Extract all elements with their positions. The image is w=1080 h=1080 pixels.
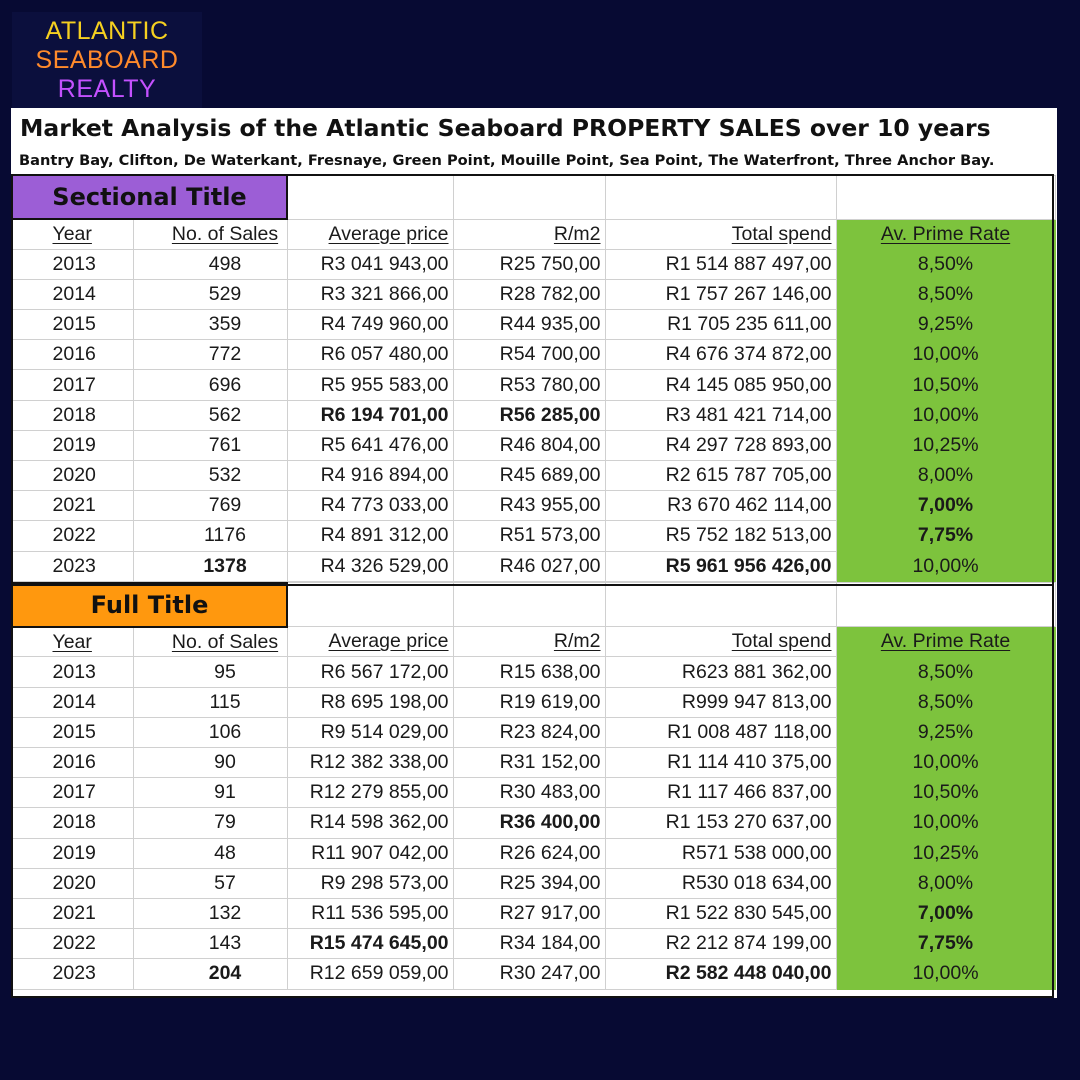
cell-sales: 562 xyxy=(133,400,287,430)
cell-avg-price: R11 536 595,00 xyxy=(287,898,453,928)
cell-price-per-m2: R28 782,00 xyxy=(453,279,605,309)
cell-sales: 204 xyxy=(133,959,287,989)
cell-price-per-m2: R46 027,00 xyxy=(453,551,605,581)
empty-cell xyxy=(287,175,453,219)
cell-total-spend: R5 961 956 426,00 xyxy=(605,551,836,581)
header-avg-price: Average price xyxy=(287,627,453,657)
cell-avg-price: R4 326 529,00 xyxy=(287,551,453,581)
cell-avg-price: R6 057 480,00 xyxy=(287,340,453,370)
header-total-spend: Total spend xyxy=(605,219,836,249)
cell-sales: 106 xyxy=(133,717,287,747)
cell-avg-price: R6 194 701,00 xyxy=(287,400,453,430)
empty-cell xyxy=(836,583,1055,627)
cell-prime-rate: 10,00% xyxy=(836,748,1055,778)
cell-price-per-m2: R23 824,00 xyxy=(453,717,605,747)
data-grid xyxy=(11,174,1057,998)
cell-price-per-m2: R45 689,00 xyxy=(453,461,605,491)
empty-cell xyxy=(453,175,605,219)
cell-year: 2016 xyxy=(12,340,133,370)
cell-price-per-m2: R53 780,00 xyxy=(453,370,605,400)
table-row xyxy=(12,310,1055,340)
cell-sales: 1378 xyxy=(133,551,287,581)
cell-prime-rate: 7,00% xyxy=(836,491,1055,521)
cell-avg-price: R8 695 198,00 xyxy=(287,687,453,717)
cell-price-per-m2: R34 184,00 xyxy=(453,929,605,959)
suburb-list: Bantry Bay, Clifton, De Waterkant, Fresnaye, Green Point, Mouille Point, Sea Point, The Waterfront, Three Anchor Bay. xyxy=(19,152,995,169)
cell-prime-rate: 9,25% xyxy=(836,717,1055,747)
cell-prime-rate: 10,25% xyxy=(836,430,1055,460)
cell-sales: 57 xyxy=(133,868,287,898)
cell-sales: 532 xyxy=(133,461,287,491)
cell-sales: 91 xyxy=(133,778,287,808)
cell-avg-price: R4 891 312,00 xyxy=(287,521,453,551)
cell-avg-price: R9 298 573,00 xyxy=(287,868,453,898)
cell-sales: 48 xyxy=(133,838,287,868)
brand-logo xyxy=(12,12,202,108)
cell-total-spend: R4 676 374 872,00 xyxy=(605,340,836,370)
cell-sales: 761 xyxy=(133,430,287,460)
cell-year: 2015 xyxy=(12,310,133,340)
table-row xyxy=(12,461,1055,491)
cell-avg-price: R5 641 476,00 xyxy=(287,430,453,460)
cell-price-per-m2: R43 955,00 xyxy=(453,491,605,521)
header-price-per-m2: R/m2 xyxy=(453,627,605,657)
cell-total-spend: R5 752 182 513,00 xyxy=(605,521,836,551)
cell-prime-rate: 8,00% xyxy=(836,868,1055,898)
cell-total-spend: R4 145 085 950,00 xyxy=(605,370,836,400)
cell-total-spend: R1 008 487 118,00 xyxy=(605,717,836,747)
cell-year: 2017 xyxy=(12,370,133,400)
cell-year: 2019 xyxy=(12,838,133,868)
sectional-title-label: Sectional Title xyxy=(12,175,287,219)
cell-price-per-m2: R51 573,00 xyxy=(453,521,605,551)
cell-avg-price: R3 041 943,00 xyxy=(287,249,453,279)
header-price-per-m2: R/m2 xyxy=(453,219,605,249)
cell-year: 2017 xyxy=(12,778,133,808)
full-title-table xyxy=(11,582,1056,990)
cell-prime-rate: 10,25% xyxy=(836,838,1055,868)
cell-year: 2022 xyxy=(12,521,133,551)
cell-sales: 95 xyxy=(133,657,287,687)
cell-price-per-m2: R19 619,00 xyxy=(453,687,605,717)
empty-cell xyxy=(453,583,605,627)
cell-total-spend: R2 582 448 040,00 xyxy=(605,959,836,989)
cell-prime-rate: 8,50% xyxy=(836,687,1055,717)
cell-avg-price: R4 773 033,00 xyxy=(287,491,453,521)
cell-price-per-m2: R25 394,00 xyxy=(453,868,605,898)
cell-avg-price: R5 955 583,00 xyxy=(287,370,453,400)
cell-avg-price: R3 321 866,00 xyxy=(287,279,453,309)
cell-avg-price: R12 279 855,00 xyxy=(287,778,453,808)
table-row xyxy=(12,400,1055,430)
header-sales: No. of Sales xyxy=(133,627,287,657)
cell-total-spend: R1 522 830 545,00 xyxy=(605,898,836,928)
cell-year: 2018 xyxy=(12,400,133,430)
table-row xyxy=(12,929,1055,959)
cell-year: 2023 xyxy=(12,551,133,581)
table-row xyxy=(12,778,1055,808)
cell-sales: 696 xyxy=(133,370,287,400)
empty-cell xyxy=(836,175,1055,219)
cell-avg-price: R4 749 960,00 xyxy=(287,310,453,340)
header-year: Year xyxy=(12,627,133,657)
cell-sales: 769 xyxy=(133,491,287,521)
cell-price-per-m2: R56 285,00 xyxy=(453,400,605,430)
cell-sales: 772 xyxy=(133,340,287,370)
cell-price-per-m2: R25 750,00 xyxy=(453,249,605,279)
cell-sales: 498 xyxy=(133,249,287,279)
table-row xyxy=(12,279,1055,309)
cell-price-per-m2: R54 700,00 xyxy=(453,340,605,370)
cell-avg-price: R15 474 645,00 xyxy=(287,929,453,959)
table-row xyxy=(12,808,1055,838)
cell-year: 2018 xyxy=(12,808,133,838)
header-total-spend: Total spend xyxy=(605,627,836,657)
cell-prime-rate: 8,50% xyxy=(836,279,1055,309)
cell-avg-price: R6 567 172,00 xyxy=(287,657,453,687)
spreadsheet xyxy=(11,108,1057,998)
table-row xyxy=(12,430,1055,460)
table-row xyxy=(12,370,1055,400)
table-row xyxy=(12,657,1055,687)
cell-avg-price: R11 907 042,00 xyxy=(287,838,453,868)
cell-sales: 529 xyxy=(133,279,287,309)
cell-total-spend: R1 117 466 837,00 xyxy=(605,778,836,808)
cell-total-spend: R1 114 410 375,00 xyxy=(605,748,836,778)
table-row xyxy=(12,717,1055,747)
cell-year: 2021 xyxy=(12,898,133,928)
cell-total-spend: R999 947 813,00 xyxy=(605,687,836,717)
cell-total-spend: R623 881 362,00 xyxy=(605,657,836,687)
cell-prime-rate: 8,00% xyxy=(836,461,1055,491)
header-avg-price: Average price xyxy=(287,219,453,249)
table-row xyxy=(12,748,1055,778)
cell-total-spend: R1 757 267 146,00 xyxy=(605,279,836,309)
cell-total-spend: R4 297 728 893,00 xyxy=(605,430,836,460)
cell-year: 2022 xyxy=(12,929,133,959)
cell-total-spend: R1 705 235 611,00 xyxy=(605,310,836,340)
table-row xyxy=(12,898,1055,928)
cell-year: 2021 xyxy=(12,491,133,521)
cell-avg-price: R9 514 029,00 xyxy=(287,717,453,747)
table-row xyxy=(12,687,1055,717)
header-year: Year xyxy=(12,219,133,249)
header-sales: No. of Sales xyxy=(133,219,287,249)
table-row xyxy=(12,340,1055,370)
table-row xyxy=(12,838,1055,868)
cell-avg-price: R4 916 894,00 xyxy=(287,461,453,491)
cell-price-per-m2: R26 624,00 xyxy=(453,838,605,868)
cell-total-spend: R1 514 887 497,00 xyxy=(605,249,836,279)
cell-year: 2014 xyxy=(12,687,133,717)
cell-price-per-m2: R31 152,00 xyxy=(453,748,605,778)
cell-prime-rate: 7,75% xyxy=(836,929,1055,959)
cell-price-per-m2: R27 917,00 xyxy=(453,898,605,928)
cell-sales: 143 xyxy=(133,929,287,959)
cell-prime-rate: 10,00% xyxy=(836,551,1055,581)
table-row xyxy=(12,249,1055,279)
cell-sales: 359 xyxy=(133,310,287,340)
cell-year: 2020 xyxy=(12,868,133,898)
cell-avg-price: R12 382 338,00 xyxy=(287,748,453,778)
cell-prime-rate: 9,25% xyxy=(836,310,1055,340)
empty-cell xyxy=(287,583,453,627)
cell-avg-price: R12 659 059,00 xyxy=(287,959,453,989)
page-title: Market Analysis of the Atlantic Seaboard PROPERTY SALES over 10 years xyxy=(20,114,991,142)
cell-year: 2013 xyxy=(12,249,133,279)
cell-prime-rate: 7,00% xyxy=(836,898,1055,928)
cell-sales: 90 xyxy=(133,748,287,778)
cell-prime-rate: 10,00% xyxy=(836,400,1055,430)
cell-price-per-m2: R30 483,00 xyxy=(453,778,605,808)
cell-sales: 132 xyxy=(133,898,287,928)
cell-year: 2019 xyxy=(12,430,133,460)
cell-prime-rate: 8,50% xyxy=(836,249,1055,279)
logo-line-2: SEABOARD xyxy=(35,45,179,74)
cell-prime-rate: 7,75% xyxy=(836,521,1055,551)
cell-year: 2015 xyxy=(12,717,133,747)
cell-prime-rate: 10,50% xyxy=(836,370,1055,400)
table-row xyxy=(12,521,1055,551)
cell-year: 2020 xyxy=(12,461,133,491)
column-header-row xyxy=(12,627,1055,657)
cell-prime-rate: 8,50% xyxy=(836,657,1055,687)
cell-price-per-m2: R46 804,00 xyxy=(453,430,605,460)
logo-line-3: REALTY xyxy=(57,74,157,103)
cell-prime-rate: 10,50% xyxy=(836,778,1055,808)
logo-line-1: ATLANTIC xyxy=(45,16,169,45)
header-prime-rate: Av. Prime Rate xyxy=(836,219,1055,249)
table-row xyxy=(12,959,1055,989)
cell-total-spend: R2 615 787 705,00 xyxy=(605,461,836,491)
cell-prime-rate: 10,00% xyxy=(836,340,1055,370)
cell-prime-rate: 10,00% xyxy=(836,959,1055,989)
table-row xyxy=(12,551,1055,581)
cell-total-spend: R2 212 874 199,00 xyxy=(605,929,836,959)
cell-sales: 115 xyxy=(133,687,287,717)
cell-total-spend: R571 538 000,00 xyxy=(605,838,836,868)
table-row xyxy=(12,491,1055,521)
header-prime-rate: Av. Prime Rate xyxy=(836,627,1055,657)
cell-total-spend: R3 481 421 714,00 xyxy=(605,400,836,430)
cell-year: 2023 xyxy=(12,959,133,989)
cell-price-per-m2: R15 638,00 xyxy=(453,657,605,687)
cell-sales: 79 xyxy=(133,808,287,838)
cell-year: 2016 xyxy=(12,748,133,778)
cell-year: 2014 xyxy=(12,279,133,309)
cell-prime-rate: 10,00% xyxy=(836,808,1055,838)
sectional-title-table xyxy=(11,174,1056,582)
cell-price-per-m2: R36 400,00 xyxy=(453,808,605,838)
empty-cell xyxy=(605,175,836,219)
empty-cell xyxy=(605,583,836,627)
cell-total-spend: R1 153 270 637,00 xyxy=(605,808,836,838)
cell-sales: 1176 xyxy=(133,521,287,551)
cell-total-spend: R3 670 462 114,00 xyxy=(605,491,836,521)
column-header-row xyxy=(12,219,1055,249)
cell-price-per-m2: R30 247,00 xyxy=(453,959,605,989)
cell-year: 2013 xyxy=(12,657,133,687)
full-title-label: Full Title xyxy=(12,583,287,627)
table-row xyxy=(12,868,1055,898)
cell-total-spend: R530 018 634,00 xyxy=(605,868,836,898)
cell-price-per-m2: R44 935,00 xyxy=(453,310,605,340)
cell-avg-price: R14 598 362,00 xyxy=(287,808,453,838)
